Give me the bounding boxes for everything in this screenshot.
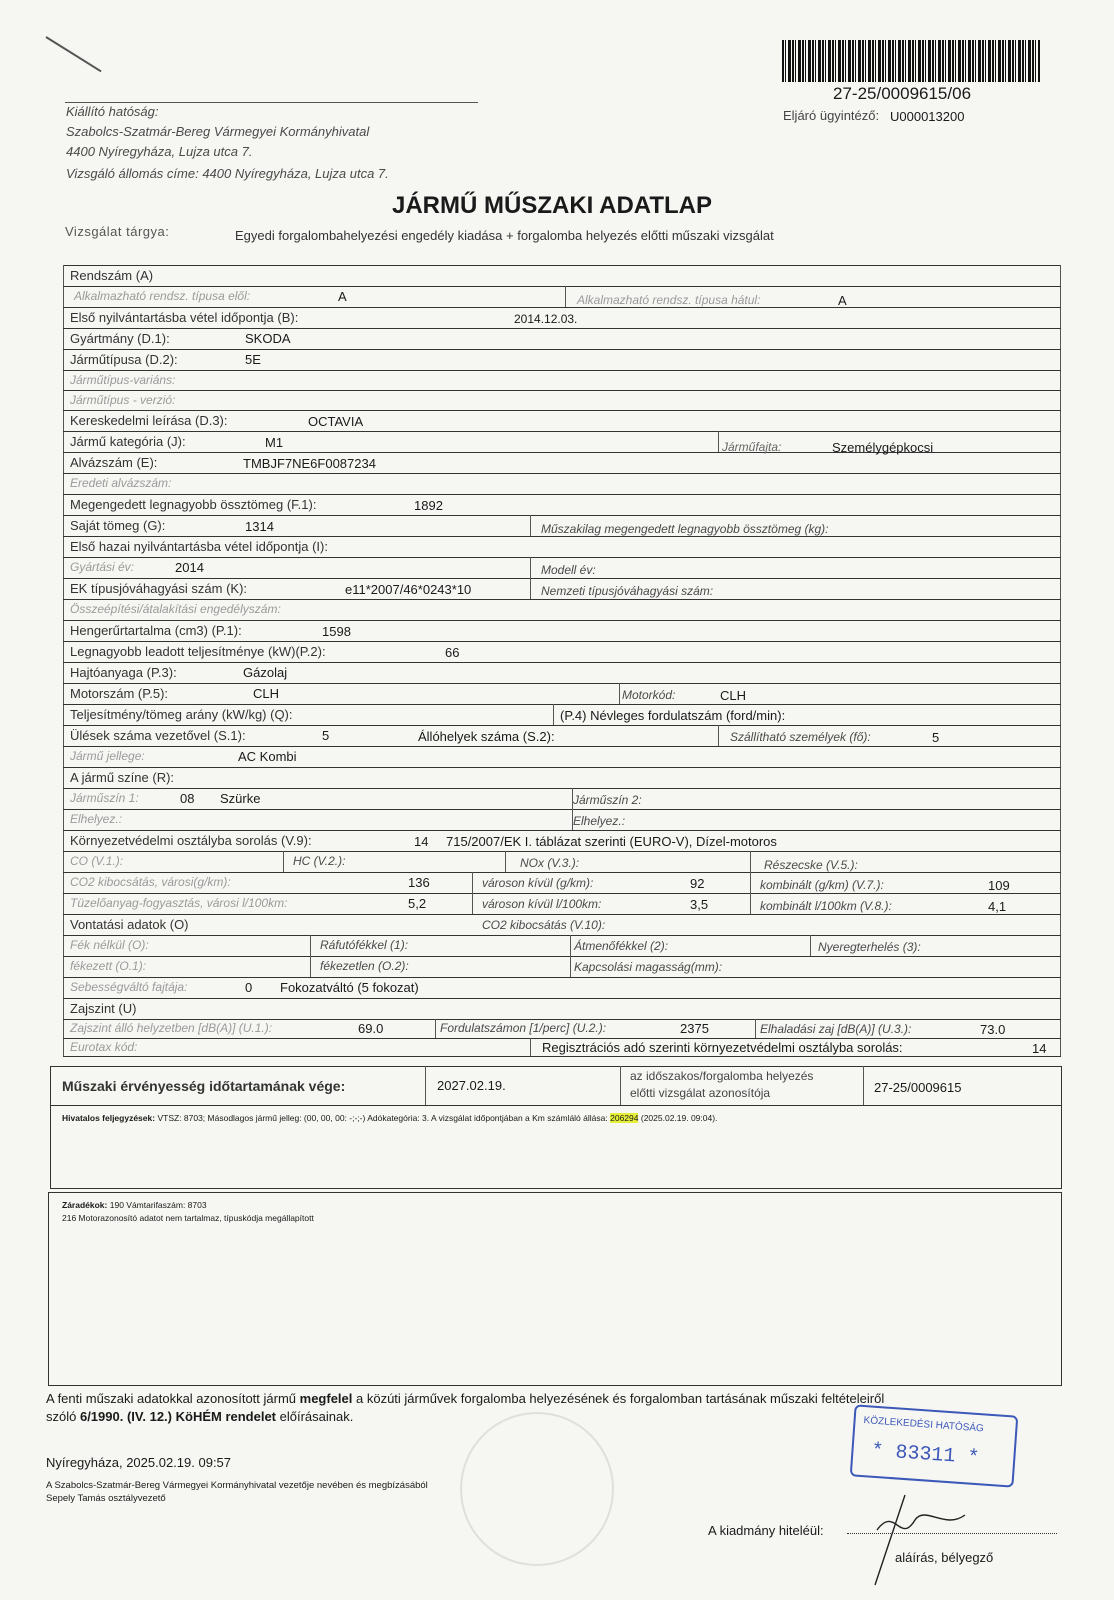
max-mass-value: 1892 [414,498,443,513]
version-label: Járműtípus - verzió: [70,393,176,407]
plate-type-front-label: Alkalmazható rendsz. típusa elől: [74,289,251,303]
vin-value: TMBJF7NE6F0087234 [243,456,376,471]
signer-line-2: Sepely Tamás osztályvezető [46,1493,166,1504]
issuer-address: 4400 Nyíregyháza, Lujza utca 7. [66,144,253,159]
closing-line-1 [62,1200,207,1210]
nox-label: NOx (V.3.): [520,856,580,870]
manufacture-year-label: Gyártási év: [70,560,135,574]
color-1-label: Járműszín 1: [70,791,139,805]
unbraked-label: Fék nélkül (O): [70,938,149,952]
eurotax-label: Eurotax kód: [70,1040,138,1054]
stamp-text-2: * 83311 * [870,1439,981,1471]
vehicle-type-value: 5E [245,352,261,367]
braked-label: fékezett (O.1): [70,959,147,973]
conformity-line-2: szóló 6/1990. (IV. 12.) KöHÉM rendelet előírásainak. [46,1409,354,1424]
vehicle-type-label: Járműtípusa (D.2): [70,352,178,367]
signature [855,1490,975,1590]
co-label: CO (V.1.): [70,854,124,868]
passengers-label: Szállítható személyek (fő): [730,730,871,744]
vin-label: Alvázszám (E): [70,455,158,470]
plate-type-front-value: A [338,289,347,304]
towing-data-label: Vontatási adatok (O) [70,917,189,932]
fuel-extra-urban-value: 3,5 [690,897,709,912]
co2-extra-urban-value: 92 [690,876,705,891]
faded-seal [460,1412,614,1566]
document-number: 27-25/0009615/06 [833,84,972,103]
tech-max-mass-label: Műszakilag megengedett legnagyobb össztömeg (kg): [541,522,829,536]
copy-certified-label: A kiadmány hiteléül: [708,1523,824,1538]
official-notes [62,1113,717,1123]
pass-by-noise-value: 73.0 [980,1022,1006,1037]
co2-urban-label: CO2 kibocsátás, városi(g/km): [70,875,231,889]
conversion-permit-label: Összeépítési/átalakítási engedélyszám: [70,602,281,616]
make-value: SKODA [245,331,291,346]
fuel-combined-label: kombinált l/100km (V.8.): [760,899,892,913]
ec-approval-value: e11*2007/46*0243*10 [345,582,472,597]
max-power-label: Legnagyobb leadott teljesítménye (kW)(P.2): [70,644,326,659]
category-value: M1 [265,435,284,450]
first-domestic-registration-label: Első hazai nyilvántartásba vétel időpontja (I): [70,539,328,554]
first-registration-value: 2014.12.03. [514,312,578,326]
signature-line [847,1533,1057,1534]
barcode [782,40,1040,82]
vehicle-character-label: Jármű jellege: [70,749,145,763]
registration-tax-class-label: Regisztrációs adó szerinti környezetvédelmi osztályba sorolás: [542,1040,903,1055]
inspection-id-label-1: az időszakos/forgalomba helyezés [630,1069,814,1083]
trade-name-value: OCTAVIA [308,414,364,429]
co2-v10-label: CO2 kibocsátás (V.10): [482,918,606,932]
closing-label: Záradékok: [62,1200,108,1210]
inspection-id-label-2: előtti vizsgálat azonosítója [630,1086,771,1100]
color-placement-2-label: Elhelyez.: [573,814,626,828]
hc-label: HC (V.2.): [293,854,346,868]
fuel-urban-label: Tüzelőanyag-fogyasztás, városi l/100km: [70,896,288,910]
stationary-noise-label: Zajszint álló helyzetben [dB(A)] (U.1.): [70,1021,273,1035]
officer-label: Eljáró ügyintéző: [783,108,880,123]
fuel-value: Gázolaj [243,665,288,680]
seats-label: Ülések száma vezetővel (S.1): [70,728,246,743]
unbraked-o2-label: fékezetlen (O.2): [320,959,409,973]
own-mass-value: 1314 [245,519,274,534]
fuel-label: Hajtóanyaga (P.3): [70,665,177,680]
model-year-label: Modell év: [541,563,596,577]
gearbox-value: Fokozatváltó (5 fokozat) [280,980,419,995]
national-approval-label: Nemzeti típusjóváhagyási szám: [541,584,714,598]
co2-urban-value: 136 [408,875,430,890]
place-date: Nyíregyháza, 2025.02.19. 09:57 [46,1455,232,1470]
odometer-value: 206294 [610,1113,639,1123]
color-1-code: 08 [180,791,195,806]
subject-label: Vizsgálat tárgya: [65,224,170,239]
seats-value: 5 [322,728,330,743]
validity-label: Műszaki érvényesség időtartamának vége: [62,1078,346,1094]
standing-places-label: Állóhelyek száma (S.2): [418,729,555,744]
particulate-label: Részecske (V.5.): [764,858,858,872]
color-placement-1-label: Elhelyez.: [70,812,123,826]
environmental-class-code: 14 [414,834,429,849]
noise-rpm-label: Fordulatszámon [1/perc] (U.2.): [440,1021,607,1035]
power-mass-ratio-label: Teljesítmény/tömeg arány (kW/kg) (Q): [70,707,293,722]
color-1-value: Szürke [220,791,261,806]
coupling-height-label: Kapcsolási magasság(mm): [574,960,723,974]
fifth-wheel-load-label: Nyeregterhelés (3): [818,940,921,954]
authority-stamp [850,1404,1019,1487]
official-notes-text: VTSZ: 8703; Másodlagos jármű jelleg: (00, 00, 00: -;-;-) Adókategória: 3. A vizsgálat időpontjában a Km számláló állása: [157,1113,608,1123]
conformity-line-1: A fenti műszaki adatokkal azonosított jármű megfelel a közúti járművek forgalomba helyezésének és forgalomban tartásának műszaki feltételeiről [46,1391,885,1406]
vehicle-kind-label: Járműfajta: [722,440,782,454]
environmental-class-label: Környezetvédelmi osztályba sorolás (V.9): [70,833,312,848]
validity-value: 2027.02.19. [437,1078,506,1093]
signer-line-1: A Szabolcs-Szatmár-Bereg Vármegyei Kormányhivatal vezetője nevében és megbízásából [46,1480,428,1491]
gearbox-label: Sebességváltó fajtája: [70,980,188,994]
engine-code-label: Motorkód: [622,688,676,702]
first-registration-label: Első nyilvántartásba vétel időpontja (B): [70,310,299,325]
category-label: Jármű kategória (J): [70,434,186,449]
page-title: JÁRMŰ MŰSZAKI ADATLAP [392,192,712,219]
vehicle-color-label: A jármű színe (R): [70,770,175,785]
signature-stamp-label: aláírás, bélyegző [895,1550,994,1565]
inspection-id-value: 27-25/0009615 [874,1080,962,1095]
subject-value: Egyedi forgalombahelyezési engedély kiadása + forgalomba helyezés előtti műszaki vizsgálat [235,228,774,243]
issuer-label: Kiállító hatóság: [66,104,159,119]
rated-rpm-label: (P.4) Névleges fordulatszám (ford/min): [560,708,786,723]
engine-number-value: CLH [253,686,280,701]
engine-code-value: CLH [720,688,747,703]
official-notes-tail: (2025.02.19. 09:04). [640,1113,718,1123]
displacement-value: 1598 [322,624,351,639]
displacement-label: Hengerűrtartalma (cm3) (P.1): [70,623,242,638]
max-mass-label: Megengedett legnagyobb össztömeg (F.1): [70,497,317,512]
make-label: Gyártmány (D.1): [70,331,170,346]
closing-text-2: 216 Motorazonosító adatot nem tartalmaz, típuskódja megállapított [62,1213,314,1223]
officer-value: U000013200 [890,109,965,124]
stamp-text-1: KÖZLEKEDÉSI HATÓSÁG [863,1415,985,1435]
continuous-brake-label: Átmenőfékkel (2): [574,939,669,953]
trade-name-label: Kereskedelmi leírása (D.3): [70,413,228,428]
fuel-combined-value: 4,1 [988,899,1007,914]
variant-label: Járműtípus-variáns: [70,373,176,387]
environmental-class-value: 715/2007/EK I. táblázat szerinti (EURO-V), Dízel-motoros [446,834,777,849]
registration-tax-class-value: 14 [1032,1041,1047,1056]
issuer-name: Szabolcs-Szatmár-Bereg Vármegyei Kormányhivatal [66,124,370,139]
station-address: Vizsgáló állomás címe: 4400 Nyíregyháza, Lujza utca 7. [66,166,389,181]
vehicle-kind-value: Személygépkocsi [832,440,934,455]
co2-combined-label: kombinált (g/km) (V.7.): [760,878,884,892]
vehicle-character-value: AC Kombi [238,749,297,764]
fuel-urban-value: 5,2 [408,896,427,911]
color-2-label: Járműszín 2: [573,793,642,807]
co2-extra-urban-label: városon kívül (g/km): [482,876,594,890]
gearbox-code: 0 [245,980,253,995]
passengers-value: 5 [932,730,940,745]
manufacture-year-value: 2014 [175,560,204,575]
pass-by-noise-label: Elhaladási zaj [dB(A)] (U.3.): [760,1022,912,1036]
original-vin-label: Eredeti alvázszám: [70,476,172,490]
stationary-noise-value: 69.0 [358,1021,384,1036]
plate-number-label: Rendszám (A) [70,268,154,283]
max-power-value: 66 [445,645,460,660]
co2-combined-value: 109 [988,878,1010,893]
own-mass-label: Saját tömeg (G): [70,518,166,533]
overrun-brake-label: Ráfutófékkel (1): [320,938,409,952]
ec-approval-label: EK típusjóváhagyási szám (K): [70,581,248,596]
noise-rpm-value: 2375 [680,1021,709,1036]
pen-mark [45,36,101,72]
fuel-extra-urban-label: városon kívül l/100km: [482,897,602,911]
engine-number-label: Motorszám (P.5): [70,686,169,701]
plate-type-rear-value: A [838,293,847,308]
plate-type-rear-label: Alkalmazható rendsz. típusa hátul: [577,293,761,307]
closing-text-1: 190 Vámtarifaszám: 8703 [109,1200,207,1210]
noise-label: Zajszint (U) [70,1001,137,1016]
official-notes-label: Hivatalos feljegyzések: [62,1113,156,1123]
